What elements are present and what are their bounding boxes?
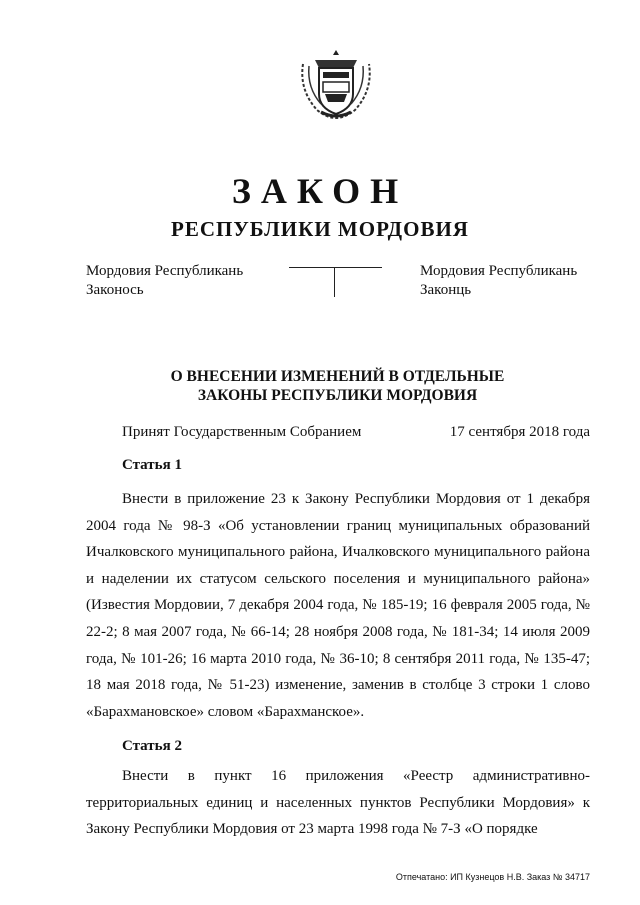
article-1-heading: Статья 1: [122, 457, 182, 473]
article-2-text: Внести в пункт 16 приложения «Реестр административно-территориальных единиц и населенных пунктов Республики Мордовия» к Закону Республики Мордовия от 23 марта 1998 года № 7-З «О порядке: [86, 768, 590, 838]
adopted-label: Принят Государственным Собранием: [122, 424, 362, 440]
coat-of-arms-emblem: [295, 46, 377, 122]
native-title-left: [86, 262, 243, 300]
native-right-line-1: Мордовия Республикань: [420, 263, 578, 279]
header-divider-horizontal: [289, 267, 382, 268]
article-2-heading: Статья 2: [122, 738, 182, 754]
document-subtitle: РЕСПУБЛИКИ МОРДОВИЯ: [171, 217, 469, 241]
native-right-line-2: Законць: [420, 282, 472, 298]
law-title-line-1: О ВНЕСЕНИИ ИЗМЕНЕНИЙ В ОТДЕЛЬНЫЕ: [170, 368, 505, 385]
document-title: ЗАКОН: [231, 171, 409, 211]
print-footer: Отпечатано: ИП Кузнецов Н.В. Заказ № 34717: [395, 872, 590, 882]
article-1-text: Внести в приложение 23 к Закону Республики Мордовия от 1 декабря 2004 года № 98-З «Об установлении границ муниципальных образований Ичалковского муниципального района, Ичалковского муниципального района и наделении их статусом сельского поселения и муниципального района» (Известия Мордовии, 7 декабря 2004 года, № 185-19; 16 февраля 2005 года, № 22-2; 8 мая 2007 года, № 66-14; 28 ноября 2008 года, № 181-34; 14 июля 2009 года, № 101-26; 16 марта 2010 года, № 36-10; 8 сентября 2011 года, № 135-47; 18 мая 2018 года, № 51-23) изменение, заменив в столбце 3 строки 1 слово «Барахмановское» словом «Барахманское».: [86, 491, 590, 720]
native-left-line-1: Мордовия Республикань: [86, 263, 244, 279]
native-title-right: [420, 262, 577, 300]
native-left-line-2: Законось: [86, 282, 144, 298]
law-title-line-2: ЗАКОНЫ РЕСПУБЛИКИ МОРДОВИЯ: [197, 387, 478, 404]
header-divider-vertical: [334, 267, 335, 297]
law-title: [0, 367, 640, 405]
adopted-date: 17 сентября 2018 года: [449, 424, 590, 440]
